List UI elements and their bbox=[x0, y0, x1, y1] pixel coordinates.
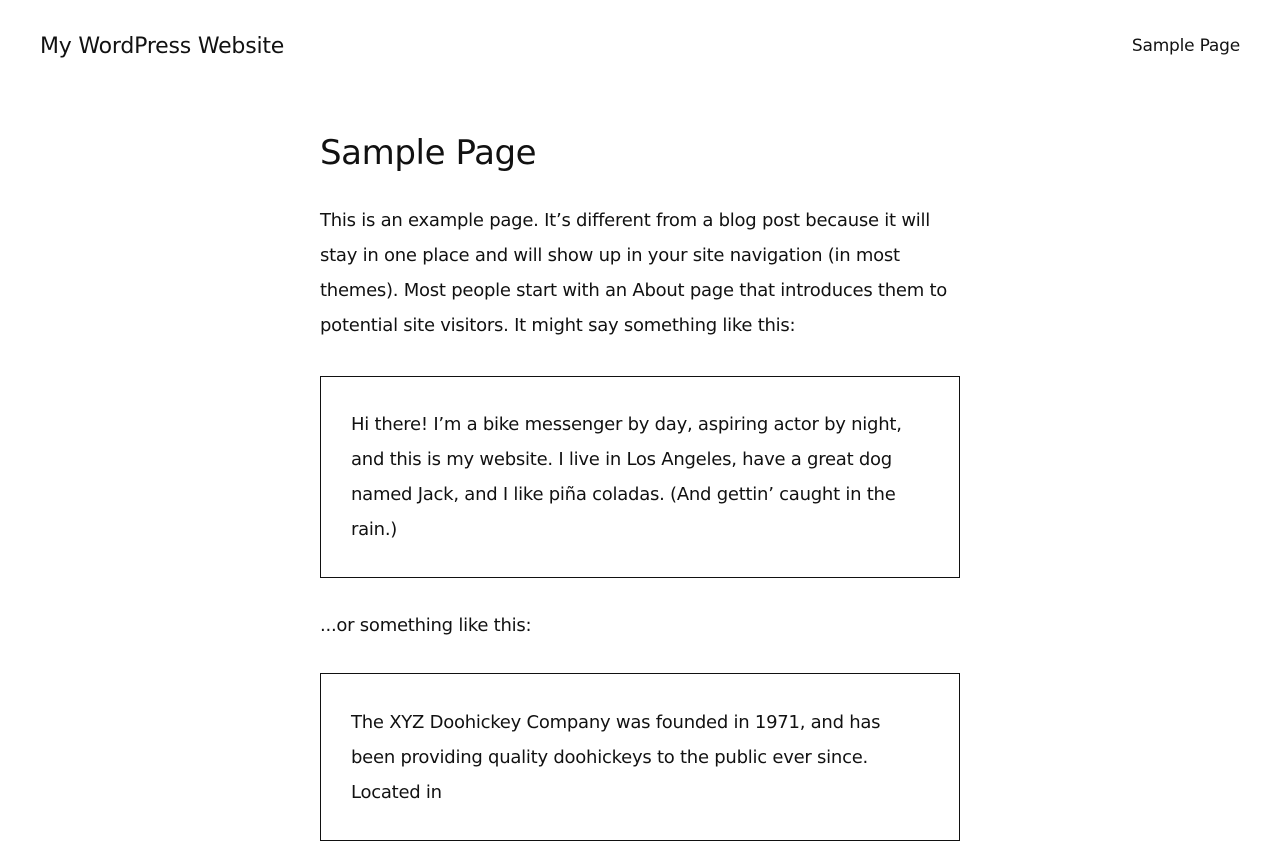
quote-text: The XYZ Doohickey Company was founded in 1971, and has been providing quality doohickeys to the public ever since. Located in bbox=[351, 712, 881, 803]
quote-block-company bbox=[320, 673, 960, 841]
quote-text: Hi there! I’m a bike messenger by day, aspiring actor by night, and this is my website. I live in Los Angeles, have a great dog named Jack, and I like piña coladas. (And gettin’ caught in the rain.) bbox=[351, 414, 902, 540]
quote-block-bike-messenger bbox=[320, 376, 960, 578]
page-content bbox=[320, 126, 960, 841]
site-header bbox=[0, 0, 1280, 95]
nav-item-sample-page[interactable]: Sample Page bbox=[1131, 36, 1240, 56]
page-title: Sample Page bbox=[320, 133, 537, 173]
site-title-link[interactable]: My WordPress Website bbox=[40, 34, 285, 59]
transition-paragraph: ...or something like this: bbox=[320, 615, 532, 636]
intro-paragraph: This is an example page. It’s different from a blog post because it will stay in one place and will show up in your site navigation (in most themes). Most people start with an About page that introduces them to potential site visitors. It might say something like this: bbox=[320, 210, 948, 336]
